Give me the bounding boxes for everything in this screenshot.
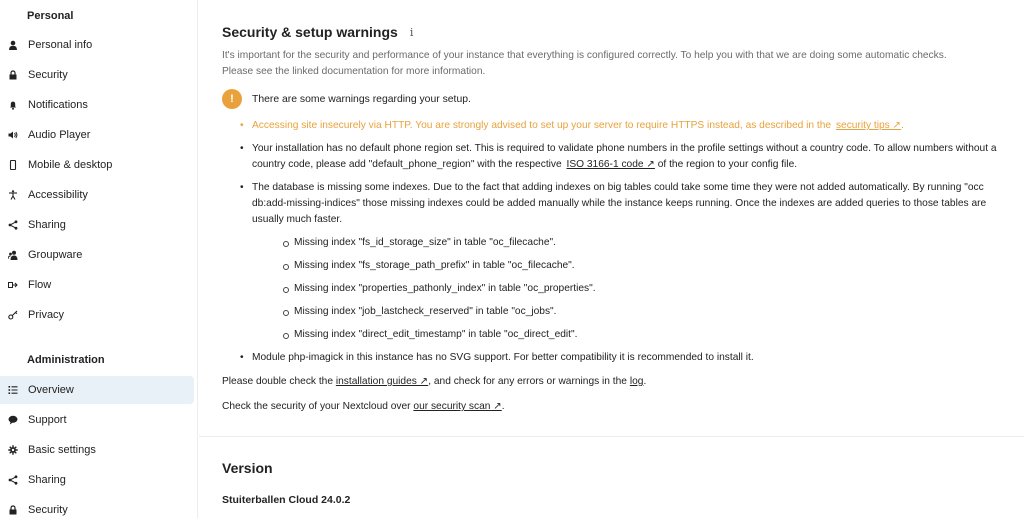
sidebar-item-accessibility[interactable] [0, 181, 194, 209]
bell-icon [8, 100, 18, 110]
sidebar-item-label: Notifications [28, 99, 88, 111]
section-title-text: Security & setup warnings [222, 24, 398, 40]
sidebar-item-label: Support [28, 414, 67, 426]
sidebar-item-label: Security [28, 504, 68, 516]
sidebar-item-audio-player[interactable] [0, 121, 194, 149]
share-icon [8, 475, 18, 485]
check-end: . [643, 376, 647, 387]
share-icon [8, 220, 18, 230]
sidebar-item-basic-settings[interactable] [0, 436, 194, 464]
intro-text [222, 48, 1002, 80]
scan-prefix: Check the security of your Nextcloud over [222, 401, 411, 412]
sidebar-item-label: Mobile & desktop [28, 159, 113, 171]
list-item: Missing index "fs_id_storage_size" in table "oc_filecache". [252, 235, 1002, 251]
missing-indexes-warning [230, 180, 1002, 343]
warning-summary-text: There are some warnings regarding your setup. [252, 93, 471, 105]
sidebar-item-sharing[interactable] [0, 211, 194, 239]
sidebar-item-label: Accessibility [28, 189, 88, 201]
groupware-icon [8, 250, 18, 260]
administration-heading: Administration [27, 354, 105, 366]
version-section [222, 437, 1002, 518]
sidebar-item-privacy[interactable] [0, 301, 194, 329]
personal-heading: Personal [27, 10, 74, 22]
sidebar-item-label: Sharing [28, 219, 66, 231]
missing-indexes-text: The database is missing some indexes. Due to the fact that adding indexes on big tables could take some time they were not added automatically. By running "occ db:add-missing-indices" those missing indexes could be added manually while the instance keeps running. Once the indexes are added queries to those tables are usually much faster. [252, 182, 987, 225]
sidebar-item-security[interactable] [0, 61, 194, 89]
chat-icon [8, 415, 18, 425]
sidebar-item-groupware[interactable] [0, 241, 194, 269]
security-scan-text [222, 401, 505, 412]
sidebar-item-overview[interactable] [0, 376, 194, 404]
section-title [222, 24, 413, 40]
sidebar-item-support[interactable] [0, 406, 194, 434]
phone-region-warning [230, 141, 1002, 173]
key-icon [8, 310, 18, 320]
sidebar-item-label: Sharing [28, 474, 66, 486]
security-tips-link[interactable]: security tips ↗ [835, 120, 902, 131]
sidebar-item-personal-info[interactable] [0, 31, 194, 59]
https-warning [230, 118, 1002, 134]
scan-end: . [501, 401, 505, 412]
imagick-warning: • Module php-imagick in this instance has no SVG support. For better compatibility it is recommended to install it. [230, 350, 1002, 366]
list-item: Missing index "fs_storage_path_prefix" in table "oc_filecache". [252, 258, 1002, 274]
sidebar-item-label: Personal info [28, 39, 93, 51]
version-value: Stuiterballen Cloud 24.0.2 [222, 494, 351, 506]
info-icon[interactable]: i [409, 25, 414, 39]
check-middle: , and check for any errors or warnings in the [428, 376, 627, 387]
warning-icon: ! [222, 89, 242, 109]
installation-guides-link[interactable]: installation guides ↗ [335, 376, 429, 387]
accessibility-icon [8, 190, 18, 200]
intro-line-2: Please see the linked documentation for more information. [222, 66, 486, 77]
https-warning-end: . [901, 120, 904, 131]
sidebar-item-label: Basic settings [28, 444, 96, 456]
missing-indexes-list [252, 235, 1002, 343]
https-warning-text: Accessing site insecurely via HTTP. You are strongly advised to set up your server to require HTTPS instead, as described in the [252, 120, 832, 131]
lock-icon [8, 505, 18, 515]
list-icon [8, 385, 18, 395]
sidebar-item-admin-security[interactable] [0, 496, 194, 518]
user-icon [8, 40, 18, 50]
check-guides-text [222, 376, 646, 387]
warning-summary [222, 89, 471, 109]
gear-icon [8, 445, 18, 455]
list-item: Missing index "direct_edit_timestamp" in table "oc_direct_edit". [252, 327, 1002, 343]
sidebar-item-mobile-desktop[interactable] [0, 151, 194, 179]
sidebar-item-label: Privacy [28, 309, 65, 321]
sidebar-item-label: Overview [28, 384, 74, 396]
sidebar-item-flow[interactable] [0, 271, 194, 299]
intro-line-1: It's important for the security and performance of your instance that everything is configured correctly. To help you with that we are doing some automatic checks. [222, 50, 947, 61]
list-item: Missing index "job_lastcheck_reserved" in table "oc_jobs". [252, 304, 1002, 320]
list-item: Missing index "properties_pathonly_index" in table "oc_properties". [252, 281, 1002, 297]
sidebar-item-label: Flow [28, 279, 52, 291]
security-scan-link[interactable]: our security scan ↗ [413, 401, 502, 412]
version-title: Version [222, 460, 273, 476]
phone-region-end: of the region to your config file. [657, 159, 798, 170]
phone-region-text: Your installation has no default phone region set. This is required to validate phone numbers in the profile settings without a country code. To allow numbers without a country code, please add "default_phone_region" with the respective [252, 143, 997, 170]
log-link[interactable]: log [629, 376, 644, 387]
settings-sidebar [0, 0, 198, 518]
lock-icon [8, 70, 18, 80]
speaker-icon [8, 130, 18, 140]
main-content [199, 0, 1024, 518]
flow-icon [8, 280, 18, 290]
iso-code-link[interactable]: ISO 3166-1 code ↗ [566, 159, 655, 170]
sidebar-item-admin-sharing[interactable] [0, 466, 194, 494]
sidebar-item-label: Groupware [28, 249, 83, 261]
mobile-icon [8, 160, 18, 170]
sidebar-item-notifications[interactable] [0, 91, 194, 119]
check-prefix: Please double check the [222, 376, 334, 387]
sidebar-item-label: Audio Player [28, 129, 91, 141]
warnings-list [230, 118, 1002, 373]
sidebar-item-label: Security [28, 69, 68, 81]
security-warnings-section [222, 0, 1002, 436]
